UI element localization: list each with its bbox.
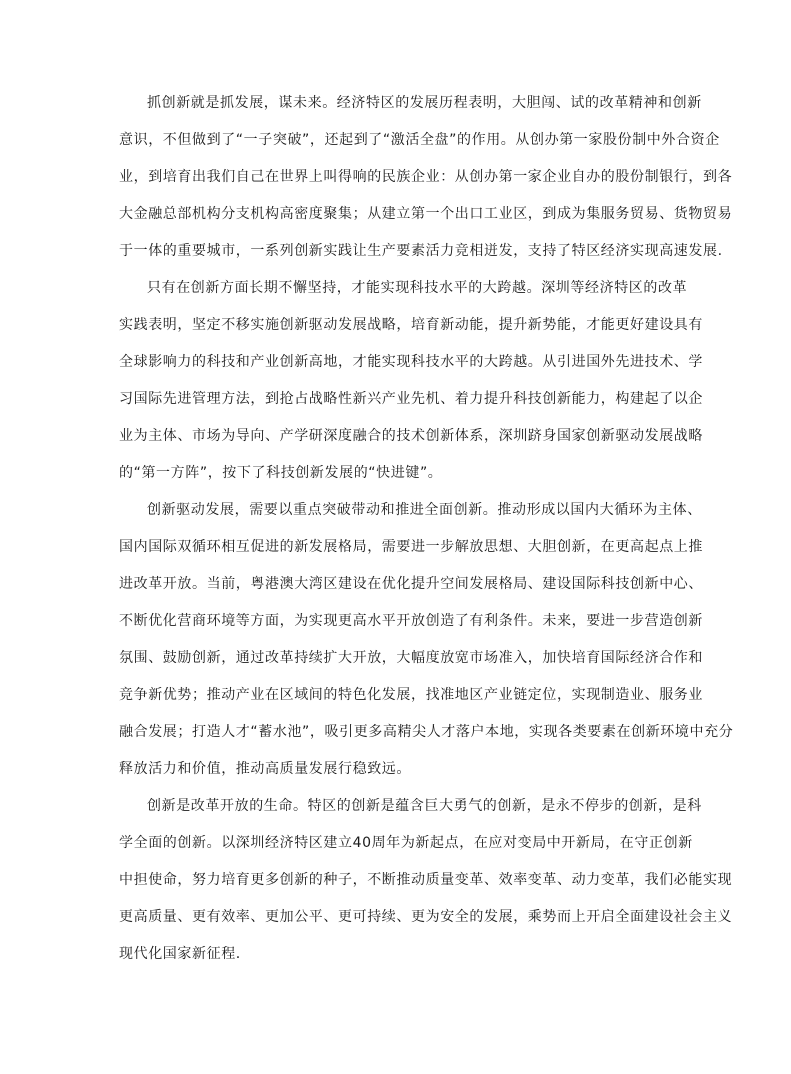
text-line: 现代化国家新征程. xyxy=(119,946,241,962)
text-line: 的“第一方阵”，按下了科技创新发展的“快进键”。 xyxy=(119,465,443,481)
text-line: 不断优化营商环境等方面，为实现更高水平开放创造了有利条件。未来，要进一步营造创新 xyxy=(119,613,703,629)
text-line: 国内国际双循环相互促进的新发展格局，需要进一步解放思想、大胆创新，在更高起点上推 xyxy=(119,539,703,555)
text-line: 融合发展；打造人才“蓄水池”，吸引更多高精尖人才落户本地，实现各类要素在创新环境中充分 xyxy=(119,724,734,740)
text-line: 更高质量、更有效率、更加公平、更可持续、更为安全的发展，乘势而上开启全面建设社会主义 xyxy=(119,909,733,925)
text-line: 大金融总部机构分支机构高密度聚集；从建立第一个出口工业区，到成为集服务贸易、货物贸易 xyxy=(119,206,733,222)
text-line: 抓创新就是抓发展，谋未来。经济特区的发展历程表明，大胆闯、试的改革精神和创新 xyxy=(147,95,702,111)
text-line: 创新驱动发展，需要以重点突破带动和推进全面创新。推动形成以国内大循环为主体、 xyxy=(147,502,702,518)
text-line: 意识，不但做到了“一子突破”，还起到了“激活全盘”的作用。从创办第一家股份制中外合资企 xyxy=(119,132,720,148)
text-line: 中担使命，努力培育更多创新的种子，不断推动质量变革、效率变革、动力变革，我们必能实现 xyxy=(119,872,733,888)
text-line: 习国际先进管理方法，到抢占战略性新兴产业先机、着力提升科技创新能力，构建起了以企 xyxy=(119,391,703,407)
text-line: 全球影响力的科技和产业创新高地，才能实现科技水平的大跨越。从引进国外先进技术、学 xyxy=(119,354,703,370)
text-line: 业，到培育出我们自己在世界上叫得响的民族企业：从创办第一家企业自办的股份制银行，到各 xyxy=(119,169,733,185)
text-line: 于一体的重要城市，一系列创新实践让生产要素活力竞相迸发，支持了特区经济实现高速发展. xyxy=(119,243,723,259)
text-line: 实践表明，坚定不移实施创新驱动发展战略，培育新动能，提升新势能，才能更好建设具有 xyxy=(119,317,703,333)
text-line: 创新是改革开放的生命。特区的创新是蕴含巨大勇气的创新，是永不停步的创新，是科 xyxy=(147,798,702,814)
text-line: 竞争新优势；推动产业在区域间的特色化发展，找准地区产业链定位，实现制造业、服务业 xyxy=(119,687,703,703)
text-line: 进改革开放。当前，粤港澳大湾区建设在优化提升空间发展格局、建设国际科技创新中心、 xyxy=(119,576,703,592)
text-line: 释放活力和价值，推动高质量发展行稳致远。 xyxy=(119,761,411,777)
text-line: 业为主体、市场为导向、产学研深度融合的技术创新体系，深圳跻身国家创新驱动发展战略 xyxy=(119,428,703,444)
text-line: 只有在创新方面长期不懈坚持，才能实现科技水平的大跨越。深圳等经济特区的改革 xyxy=(147,280,688,296)
text-line: 学全面的创新。以深圳经济特区建立40周年为新起点，在应对变局中开新局，在守正创新 xyxy=(119,835,693,851)
text-line: 氛围、鼓励创新，通过改革持续扩大开放，大幅度放宽市场准入，加快培育国际经济合作和 xyxy=(119,650,703,666)
